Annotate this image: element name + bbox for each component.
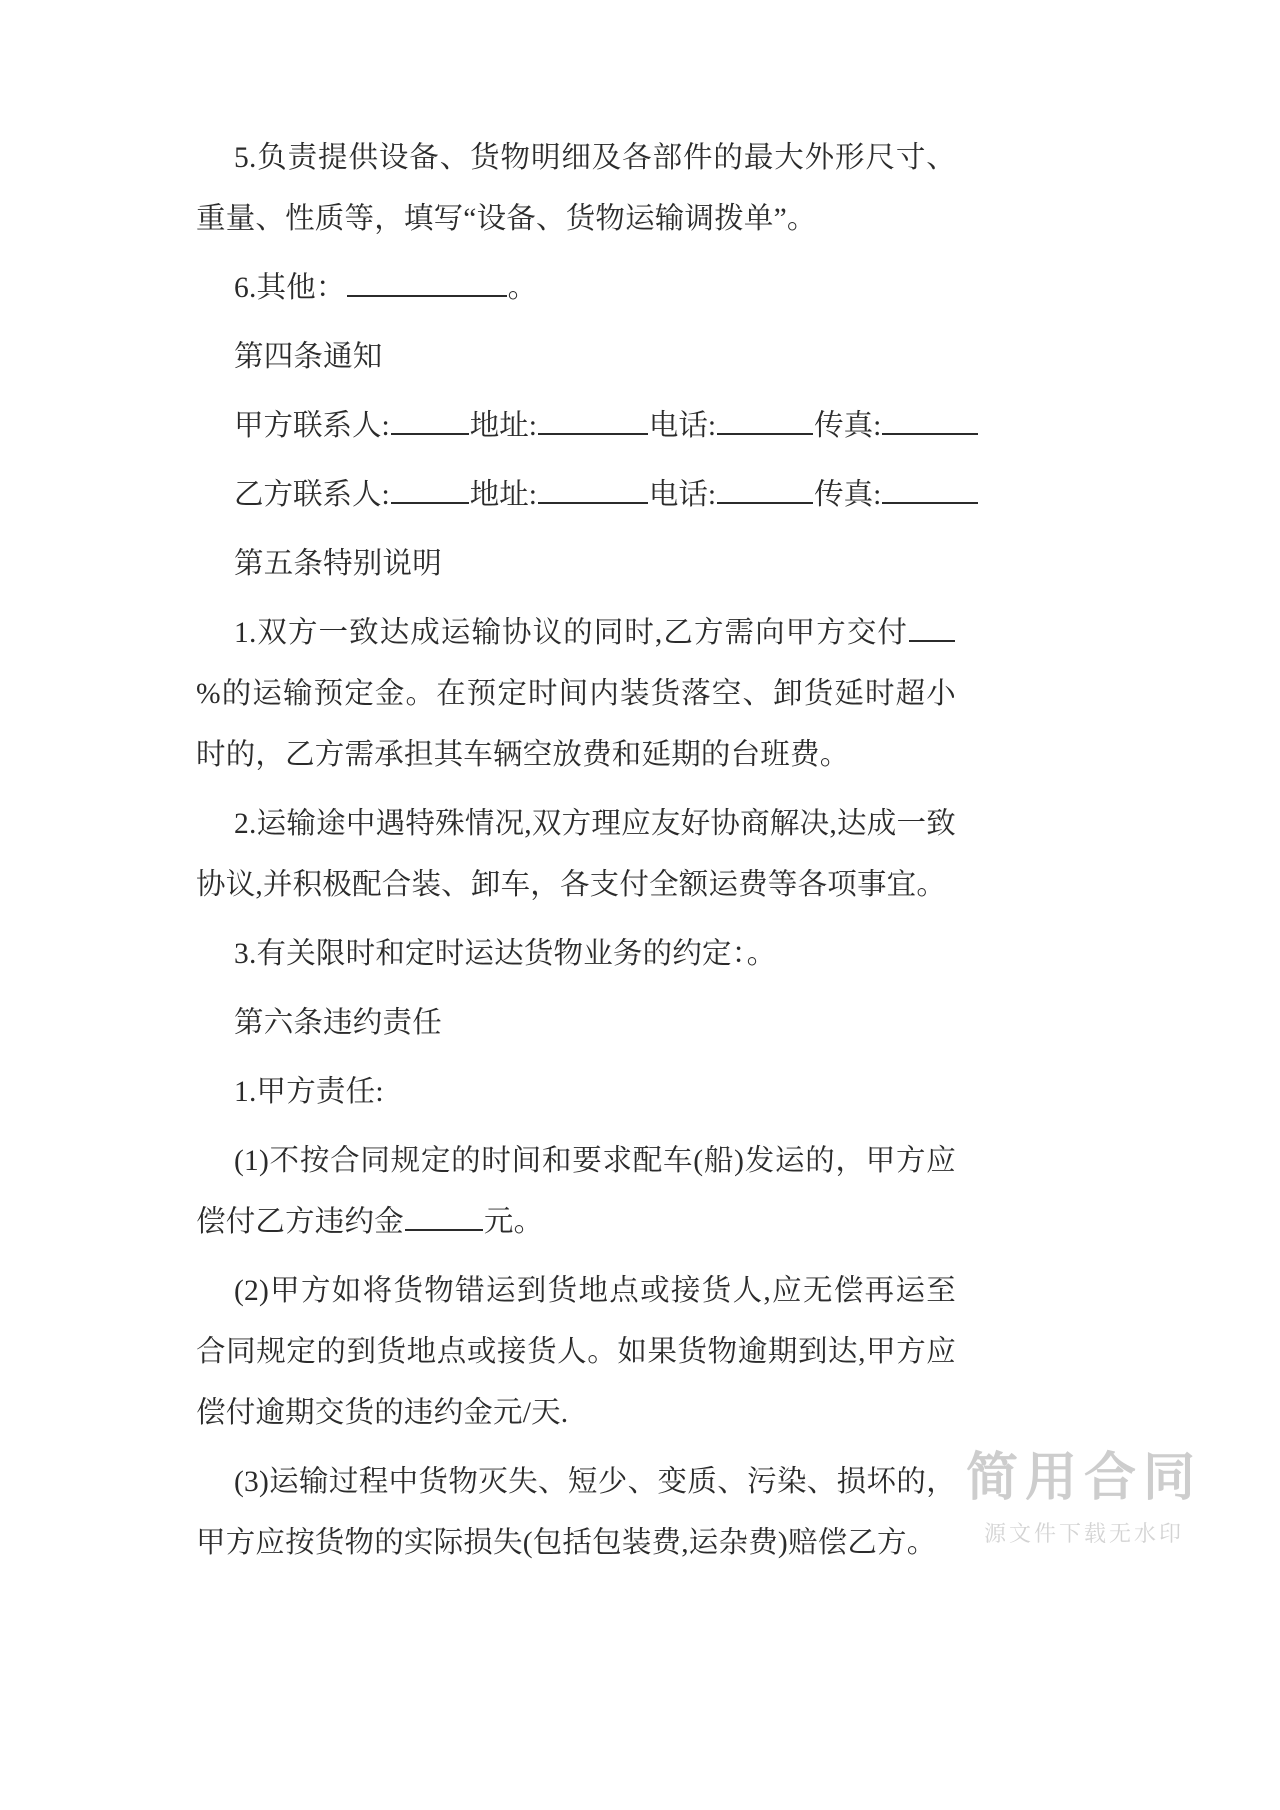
paragraph-s6-item-1: 1.甲方责任:: [234, 1076, 384, 1108]
item-6-prefix: 6.其他：: [234, 272, 346, 304]
contact-a-label-person: 甲方联系人:: [234, 410, 390, 442]
heading-article-5: 第五条特别说明: [234, 548, 442, 580]
paragraph-s5-item-1: [196, 603, 956, 786]
paragraph-spacer: [196, 526, 956, 534]
paragraph-spacer: [196, 388, 956, 396]
contact-a-person-field[interactable]: [391, 405, 469, 435]
contact-line-party-b: [196, 465, 956, 526]
paragraph-spacer: [196, 319, 956, 327]
s6-sub-1-part-1: (1)不按合同规定的时间和要求配车(船)发运的，甲方应偿付乙方违约金: [196, 1145, 956, 1238]
s5-item-1-percent-field[interactable]: [909, 612, 955, 642]
paragraph-spacer: [196, 916, 956, 924]
contact-b-label-fax: 传真:: [814, 479, 882, 511]
paragraph-s5-item-3: 3.有关限时和定时运达货物业务的约定：。: [234, 938, 777, 970]
paragraph-item-5: 5.负责提供设备、货物明细及各部件的最大外形尺寸、重量、性质等，填写“设备、货物运输调拨单”。: [196, 142, 956, 235]
item-6-blank-field[interactable]: [347, 267, 507, 297]
contact-a-label-phone: 电话:: [648, 410, 717, 442]
contact-a-fax-field[interactable]: [882, 405, 978, 435]
s6-sub-1-part-2: 元。: [483, 1206, 544, 1238]
contact-b-label-person: 乙方联系人:: [234, 479, 390, 511]
watermark: [966, 1450, 1202, 1548]
contact-b-fax-field[interactable]: [882, 474, 978, 504]
document-body: [196, 128, 956, 1574]
contact-line-party-a: [196, 396, 956, 457]
contact-b-label-phone: 电话:: [648, 479, 717, 511]
paragraph-item-6: [196, 258, 956, 319]
paragraph-s5-item-2: 2.运输途中遇特殊情况,双方理应友好协商解决,达成一致协议,并积极配合装、卸车，各支付全额运费等各项事宜。: [196, 808, 956, 901]
paragraph-spacer: [196, 250, 956, 258]
contact-a-label-fax: 传真:: [814, 410, 882, 442]
contact-a-phone-field[interactable]: [717, 405, 813, 435]
paragraph-spacer: [196, 786, 956, 794]
paragraph-spacer: [196, 1054, 956, 1062]
paragraph-spacer: [196, 595, 956, 603]
contact-b-label-address: 地址:: [469, 479, 537, 511]
contact-a-address-field[interactable]: [538, 405, 648, 435]
paragraph-s6-sub-1: [196, 1131, 956, 1253]
contact-a-label-address: 地址:: [469, 410, 537, 442]
s5-item-1-part-2: %的运输预定金。在预定时间内装货落空、卸货延时超小时的，乙方需承担其车辆空放费和延期的台班费。: [196, 678, 956, 771]
paragraph-spacer: [196, 1444, 956, 1452]
paragraph-spacer: [196, 1253, 956, 1261]
heading-article-6: 第六条违约责任: [234, 1007, 442, 1039]
paragraph-s6-sub-2: (2)甲方如将货物错运到货地点或接货人,应无偿再运至合同规定的到货地点或接货人。如果货物逾期到达,甲方应偿付逾期交货的违约金元/天.: [196, 1275, 956, 1429]
paragraph-spacer: [196, 985, 956, 993]
s6-sub-1-penalty-field[interactable]: [405, 1201, 483, 1231]
contact-b-phone-field[interactable]: [717, 474, 813, 504]
heading-article-4: 第四条通知: [234, 341, 383, 373]
contact-b-person-field[interactable]: [391, 474, 469, 504]
paragraph-s6-sub-3: (3)运输过程中货物灭失、短少、变质、污染、损坏的，甲方应按货物的实际损失(包括包装费,运杂费)赔偿乙方。: [196, 1466, 956, 1559]
paragraph-spacer: [196, 457, 956, 465]
s5-item-1-part-1: 1.双方一致达成运输协议的同时,乙方需向甲方交付: [234, 617, 908, 649]
watermark-tagline: 源文件下载无水印: [983, 1521, 1184, 1546]
item-6-suffix: 。: [507, 272, 538, 304]
watermark-brand: 简用合同: [965, 1448, 1202, 1507]
contact-b-address-field[interactable]: [538, 474, 648, 504]
paragraph-spacer: [196, 1123, 956, 1131]
